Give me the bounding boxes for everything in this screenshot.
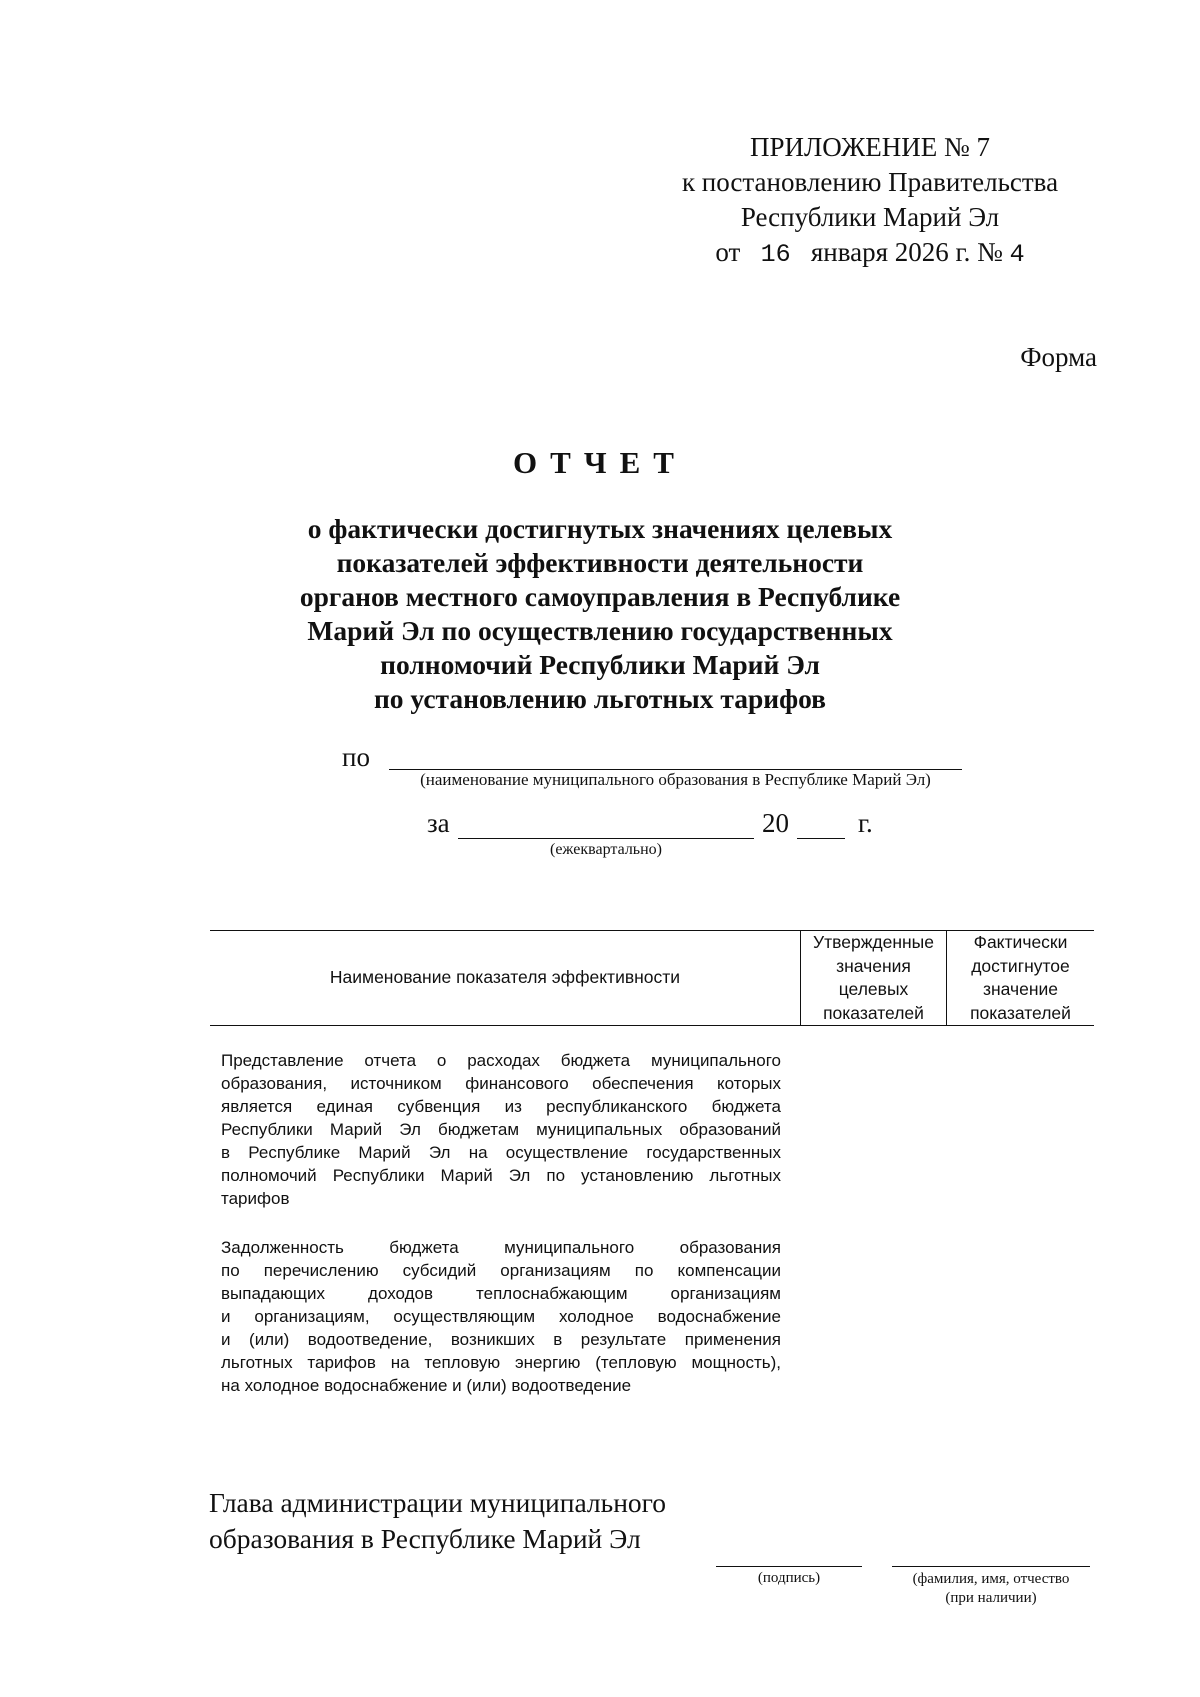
subtitle-line: показателей эффективности деятельности [336,547,864,578]
subtitle-line: о фактически достигнутых значениях целевых [307,513,893,544]
municipality-prefix: по [342,742,370,772]
subtitle-line: полномочий Республики Марий Эл [380,649,820,680]
year-suffix: г. [858,808,873,838]
header-text: достигнутое [971,955,1070,976]
date-prefix: от [715,237,741,267]
header-text: значения [836,955,911,976]
row-line: образования, источником финансового обеспечения которых [221,1074,781,1093]
header-text: Фактически [973,932,1068,952]
signatory-title-line: образования в Республике Марий Эл [209,1523,641,1554]
doc-number: 4 [1009,240,1025,269]
appendix-header [640,130,1100,272]
row-line: и (или) водоотведение, возникших в результате применения [221,1330,781,1349]
subtitle-line: Марий Эл по осуществлению государственных [307,615,893,646]
appendix-title: ПРИЛОЖЕНИЕ № 7 [749,132,991,162]
table-header-indicator-name: Наименование показателя эффективности [329,967,681,987]
row-line: льготных тарифов на тепловую энергию (тепловую мощность), [221,1353,781,1372]
report-subtitle [250,512,950,716]
signature-blank-line[interactable] [716,1566,862,1567]
header-text: показателей [970,1002,1071,1023]
signatory-title-line: Глава администрации муниципального [209,1487,667,1518]
header-text: целевых [838,979,909,999]
table-header-approved-values [801,931,946,1025]
table-row [221,1236,781,1397]
full-name-blank-line[interactable] [892,1566,1090,1567]
row-line: Республики Марий Эл бюджетам муниципальных образований [221,1120,781,1139]
header-text: значение [982,979,1059,999]
report-title: ОТЧЕТ [513,445,687,480]
appendix-resolution-line: к постановлению Правительства [681,167,1059,197]
row-line: является единая субвенция из республиканского бюджета [221,1097,781,1116]
table-row [221,1049,781,1210]
signature-hint: (подпись) [757,1570,821,1586]
header-text: Утвержденные [813,932,934,952]
row-line: полномочий Республики Марий Эл по установлению льготных [221,1166,781,1185]
form-label: Форма [1020,342,1097,372]
hint-text: (фамилия, имя, отчество [912,1571,1070,1587]
row-line: по перечислению субсидий организациям по компенсации [221,1261,781,1280]
date-rest: января 2026 г. № [810,237,1003,267]
row-line: тарифов [221,1189,290,1208]
row-line: Задолженность бюджета муниципального образования [221,1238,781,1257]
appendix-republic-line: Республики Марий Эл [740,202,1000,232]
full-name-hint [882,1570,1100,1608]
header-text: показателей [823,1002,924,1023]
row-line: и организациям, осуществляющим холодное водоснабжение [221,1307,781,1326]
year-blank-line[interactable] [797,838,845,839]
subtitle-line: по установлению льготных тарифов [373,683,827,714]
row-line: в Республике Марий Эл на осуществление государственных [221,1143,781,1162]
table-header-actual-values [947,931,1094,1025]
period-prefix: за [427,808,450,838]
date-day: 16 [760,240,791,269]
row-line: Представление отчета о расходах бюджета муниципального [221,1051,781,1070]
appendix-date-line [640,235,1100,272]
subtitle-line: органов местного самоуправления в Республике [299,581,901,612]
period-blank-line[interactable] [458,838,754,839]
signatory-title [209,1485,666,1557]
year-prefix: 20 [762,808,789,838]
period-hint: (ежеквартально) [550,841,662,858]
municipality-hint: (наименование муниципального образования в Республике Марий Эл) [420,770,931,789]
table-header-bottom-rule [210,1025,1094,1026]
row-line: выпадающих доходов теплоснабжающим организациям [221,1284,781,1303]
hint-text: (при наличии) [945,1590,1037,1606]
row-line: на холодное водоснабжение и (или) водоотведение [221,1376,632,1395]
